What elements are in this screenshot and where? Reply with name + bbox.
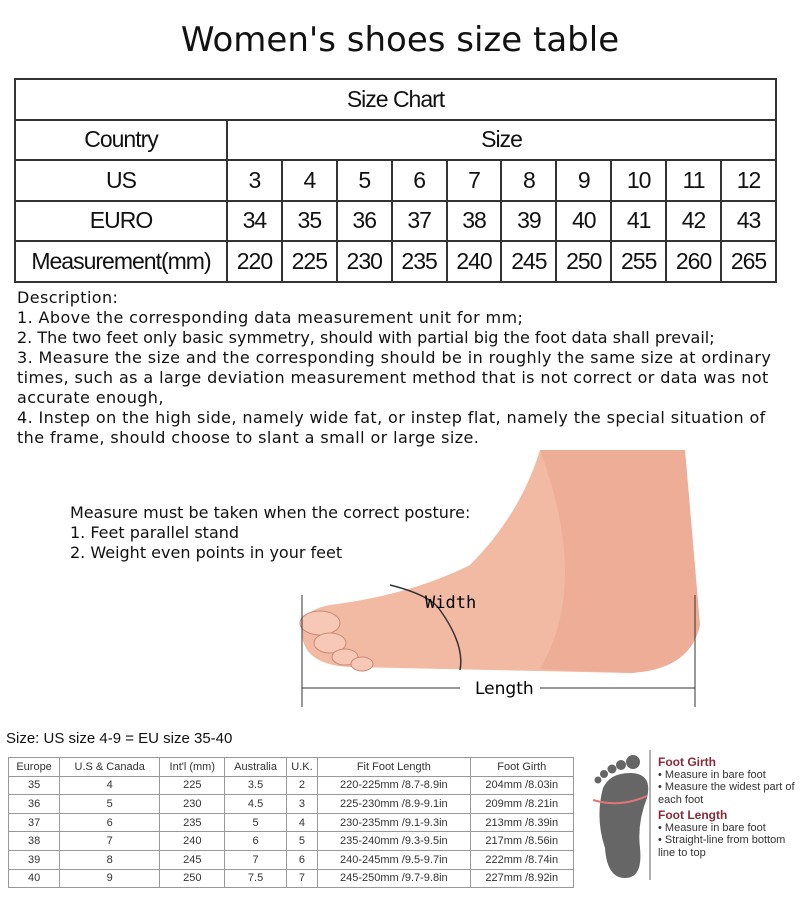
description-heading: Description:: [17, 288, 119, 307]
table-cell: 225-230mm /8.9-9.1in: [318, 795, 470, 814]
size-cell: 250: [556, 241, 611, 282]
size-cell: 41: [611, 201, 666, 242]
table-cell: 7.5: [225, 869, 286, 888]
table-cell: 7: [60, 832, 160, 851]
size-header: Size: [227, 120, 776, 161]
size-cell: 225: [282, 241, 337, 282]
table-cell: 7: [286, 869, 317, 888]
posture-item: 1. Feet parallel stand: [70, 523, 240, 542]
length-item: • Straight-line from bottom line to top: [658, 834, 786, 859]
row-label: US: [15, 160, 227, 201]
column-header: Australia: [225, 758, 286, 777]
table-cell: 40: [9, 869, 60, 888]
size-chart-row: [15, 201, 776, 242]
table-cell: 235: [160, 813, 225, 832]
size-cell: 40: [556, 201, 611, 242]
table-cell: 39: [9, 850, 60, 869]
size-cell: 260: [666, 241, 721, 282]
posture-item: 2. Weight even points in your feet: [70, 543, 343, 562]
table-cell: 230-235mm /9.1-9.3in: [318, 813, 470, 832]
size-cell: 42: [666, 201, 721, 242]
size-note: Size: US size 4-9 = EU size 35-40: [6, 730, 233, 747]
table-cell: 225: [160, 776, 225, 795]
table-cell: 209mm /8.21in: [470, 795, 574, 814]
foot-length-title: Foot Length: [658, 808, 728, 822]
table-row: [9, 776, 574, 795]
size-chart-table: [14, 78, 777, 283]
country-header: Country: [15, 120, 227, 161]
table-cell: 5: [60, 795, 160, 814]
table-row: [9, 795, 574, 814]
description-item: 2. The two feet only basic symmetry, should with partial big the foot data shall prevail;: [17, 328, 715, 347]
table-cell: 36: [9, 795, 60, 814]
table-cell: 5: [225, 813, 286, 832]
table-cell: 230: [160, 795, 225, 814]
table-row: [9, 869, 574, 888]
size-cell: 255: [611, 241, 666, 282]
table-cell: 5: [286, 832, 317, 851]
description-item: 4. Instep on the high side, namely wide fat, or instep flat, namely the special situation of the frame, should choose to slant a small or large size.: [17, 408, 766, 447]
column-header: U.S & Canada: [60, 758, 160, 777]
table-cell: 220-225mm /8.7-8.9in: [318, 776, 470, 795]
size-cell: 37: [392, 201, 447, 242]
table-row: [9, 813, 574, 832]
page-title: Women's shoes size table: [180, 20, 620, 60]
table-row: [9, 832, 574, 851]
table-row: [9, 850, 574, 869]
row-label: EURO: [15, 201, 227, 242]
description: [17, 288, 797, 448]
size-cell: 240: [447, 241, 502, 282]
table-cell: 35: [9, 776, 60, 795]
column-header: Int'l (mm): [160, 758, 225, 777]
table-cell: 6: [60, 813, 160, 832]
posture-heading: Measure must be taken when the correct posture:: [70, 503, 471, 522]
size-cell: 245: [501, 241, 556, 282]
description-item: 3. Measure the size and the corresponding should be in roughly the same size at ordinary times, such as a large deviation measurement method that is not correct or data was not accurate enough,: [17, 348, 772, 407]
size-cell: 38: [447, 201, 502, 242]
size-cell: 11: [666, 160, 721, 201]
table-cell: 4.5: [225, 795, 286, 814]
table-cell: 245: [160, 850, 225, 869]
size-conversion-table: [8, 757, 574, 888]
size-chart-row: [15, 160, 776, 201]
size-chart-row: [15, 241, 776, 282]
table-cell: 222mm /8.74in: [470, 850, 574, 869]
size-cell: 8: [501, 160, 556, 201]
table-cell: 3: [286, 795, 317, 814]
size-cell: 10: [611, 160, 666, 201]
size-cell: 7: [447, 160, 502, 201]
size-cell: 6: [392, 160, 447, 201]
table-cell: 38: [9, 832, 60, 851]
column-header: U.K.: [286, 758, 317, 777]
table-cell: 227mm /8.92in: [470, 869, 574, 888]
size-cell: 43: [721, 201, 776, 242]
width-label: Width: [425, 593, 477, 613]
size-cell: 235: [392, 241, 447, 282]
table-cell: 9: [60, 869, 160, 888]
size-cell: 265: [721, 241, 776, 282]
size-cell: 34: [227, 201, 282, 242]
table-cell: 6: [286, 850, 317, 869]
table-cell: 4: [60, 776, 160, 795]
foot-girth-title: Foot Girth: [658, 755, 716, 769]
size-cell: 220: [227, 241, 282, 282]
size-cell: 230: [337, 241, 392, 282]
posture-instructions: [70, 503, 470, 563]
length-item: • Measure in bare foot: [658, 821, 766, 834]
size-cell: 4: [282, 160, 337, 201]
girth-item: • Measure the widest part of each foot: [658, 781, 795, 806]
column-header: Foot Girth: [470, 758, 574, 777]
size-cell: 9: [556, 160, 611, 201]
size-cell: 5: [337, 160, 392, 201]
table-cell: 204mm /8.03in: [470, 776, 574, 795]
foot-measure-diagram: [585, 748, 660, 883]
size-cell: 35: [282, 201, 337, 242]
table-cell: 3.5: [225, 776, 286, 795]
foot-measure-notes: [658, 756, 798, 859]
table-cell: 4: [286, 813, 317, 832]
size-cell: 39: [501, 201, 556, 242]
table-cell: 213mm /8.39in: [470, 813, 574, 832]
table-cell: 6: [225, 832, 286, 851]
length-label: Length: [475, 679, 534, 699]
description-item: 1. Above the corresponding data measurement unit for mm;: [17, 308, 524, 327]
column-header: Europe: [9, 758, 60, 777]
table-cell: 240: [160, 832, 225, 851]
size-cell: 36: [337, 201, 392, 242]
table-cell: 2: [286, 776, 317, 795]
table-cell: 8: [60, 850, 160, 869]
table-cell: 37: [9, 813, 60, 832]
table-cell: 240-245mm /9.5-9.7in: [318, 850, 470, 869]
girth-item: • Measure in bare foot: [658, 768, 766, 781]
size-cell: 12: [721, 160, 776, 201]
foot-illustration: [290, 445, 710, 715]
table-cell: 245-250mm /9.7-9.8in: [318, 869, 470, 888]
size-cell: 3: [227, 160, 282, 201]
size-chart-heading: Size Chart: [15, 79, 776, 120]
table-cell: 250: [160, 869, 225, 888]
column-header: Fit Foot Length: [318, 758, 470, 777]
table-cell: 217mm /8.56in: [470, 832, 574, 851]
table-cell: 235-240mm /9.3-9.5in: [318, 832, 470, 851]
row-label: Measurement(mm): [15, 241, 227, 282]
table-cell: 7: [225, 850, 286, 869]
